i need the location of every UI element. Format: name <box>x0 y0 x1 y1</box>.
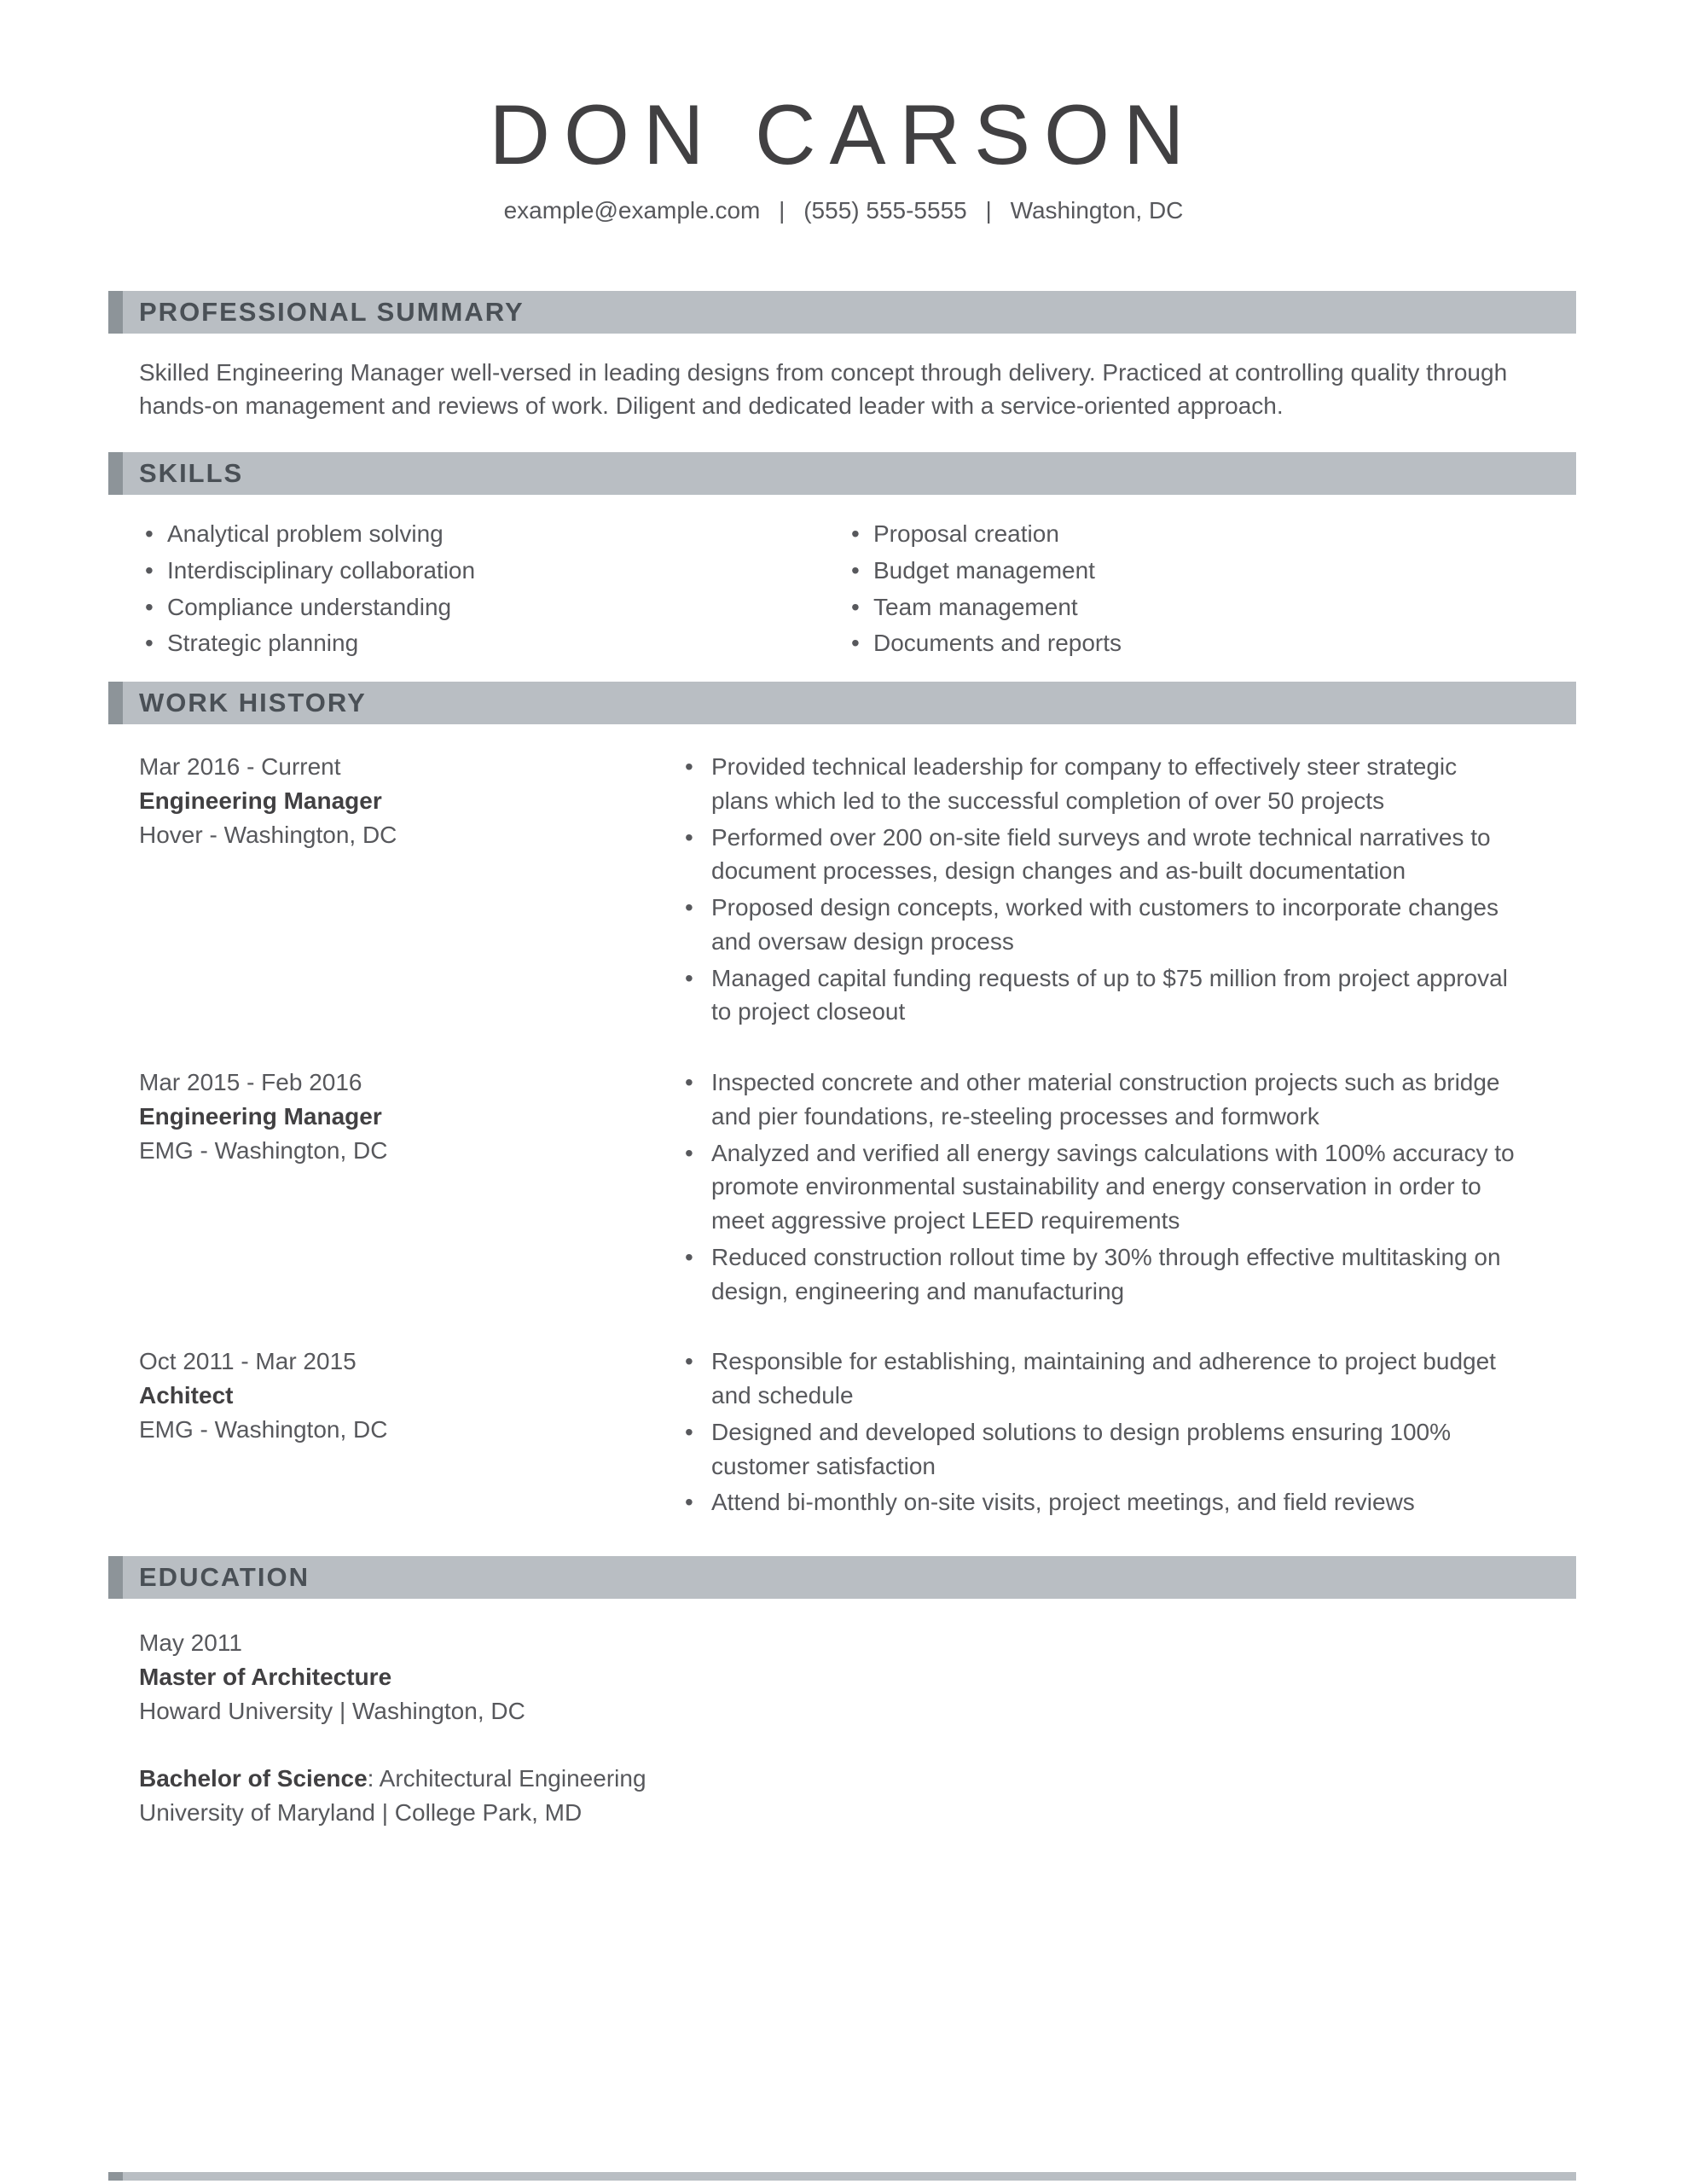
skills-column-left <box>139 517 845 663</box>
contact-location: Washington, DC <box>1010 196 1184 224</box>
job-dates: Oct 2011 - Mar 2015 <box>139 1348 357 1375</box>
section-education <box>0 1556 1687 1830</box>
job-bullet: • Responsible for establishing, maintaining and adherence to project budget and schedule <box>680 1345 1520 1413</box>
education-dates: May 2011 <box>139 1629 242 1657</box>
education-entry <box>139 1626 1533 1728</box>
job-bullet: • Performed over 200 on-site field surveys and wrote technical narratives to document processes, design changes and as-built documentation <box>680 821 1520 889</box>
section-title-work: WORK HISTORY <box>139 688 367 718</box>
section-bar-accent <box>108 1556 123 1599</box>
section-bar-accent <box>108 2172 123 2181</box>
education-school: Howard University | Washington, DC <box>139 1697 525 1724</box>
section-skills <box>0 452 1687 663</box>
job-dates: Mar 2016 - Current <box>139 753 341 781</box>
skill-item: • Analytical problem solving <box>139 517 845 551</box>
job-company: Hover - Washington, DC <box>139 821 397 848</box>
job-bullet: • Designed and developed solutions to design problems ensuring 100% customer satisfaction <box>680 1415 1520 1484</box>
section-bar-accent <box>108 452 123 495</box>
resume-header <box>0 0 1687 228</box>
job-list <box>139 750 1533 1522</box>
job-bullet-list <box>680 750 1520 1031</box>
job-bullet-list <box>680 1345 1520 1522</box>
section-work-history <box>0 682 1687 1522</box>
candidate-name: DON CARSON <box>489 87 1198 182</box>
skills-column-right <box>845 517 1122 663</box>
education-list <box>139 1626 1533 1830</box>
job-bullet: • Reduced construction rollout time by 30% through effective multitasking on design, engineering and manufacturing <box>680 1240 1520 1309</box>
skills-columns <box>139 517 1533 663</box>
section-title-skills: SKILLS <box>139 458 244 489</box>
job-bullet: • Proposed design concepts, worked with customers to incorporate changes and oversaw design process <box>680 891 1520 959</box>
job-bullet: • Managed capital funding requests of up to $75 million from project approval to project closeout <box>680 961 1520 1030</box>
education-entry <box>139 1762 1533 1830</box>
job-role: Engineering Manager <box>139 1102 382 1130</box>
skill-item: • Compliance understanding <box>139 590 845 624</box>
job-bullet-list <box>680 1066 1520 1310</box>
contact-line <box>0 194 1687 228</box>
education-school: University of Maryland | College Park, MD <box>139 1799 583 1827</box>
job-bullet: • Inspected concrete and other material construction projects such as bridge and pier foundations, re-steeling processes and formwork <box>680 1066 1520 1134</box>
section-header-bar-summary <box>108 291 1576 334</box>
section-title-summary: PROFESSIONAL SUMMARY <box>139 296 525 327</box>
education-degree-detail: : Architectural Engineering <box>367 1765 646 1792</box>
job-entry <box>139 1066 1533 1310</box>
skill-item: • Strategic planning <box>139 626 845 660</box>
skill-item: • Proposal creation <box>845 517 1122 551</box>
section-bar-accent <box>108 291 123 334</box>
skill-item: • Budget management <box>845 554 1122 588</box>
skill-item: • Documents and reports <box>845 626 1122 660</box>
section-title-education: EDUCATION <box>139 1562 310 1593</box>
summary-text: Skilled Engineering Manager well-versed in leading designs from concept through delivery. Practiced at controlling quality through hands-on management and reviews of work. Diligent and dedicated leader with a service-oriented approach. <box>139 358 1508 420</box>
job-bullet: • Provided technical leadership for company to effectively steer strategic plans which led to the successful completion of over 50 projects <box>680 750 1520 818</box>
section-header-bar-skills <box>108 452 1576 495</box>
education-degree-line <box>139 1762 1533 1796</box>
job-entry <box>139 750 1533 1031</box>
job-meta <box>139 1345 680 1522</box>
section-header-bar-education <box>108 1556 1576 1599</box>
education-degree: Bachelor of Science <box>139 1765 368 1792</box>
job-role: Engineering Manager <box>139 787 382 814</box>
job-bullet: • Analyzed and verified all energy savings calculations with 100% accuracy to promote environmental sustainability and energy conservation in order to meet aggressive project LEED requirements <box>680 1136 1520 1238</box>
job-bullet: • Attend bi-monthly on-site visits, project meetings, and field reviews <box>680 1485 1520 1519</box>
job-dates: Mar 2015 - Feb 2016 <box>139 1069 362 1096</box>
job-meta <box>139 750 680 1031</box>
skill-item: • Interdisciplinary collaboration <box>139 554 845 588</box>
job-entry <box>139 1345 1533 1522</box>
section-professional-summary <box>0 291 1687 424</box>
contact-phone: (555) 555-5555 <box>803 196 967 224</box>
contact-divider: | <box>779 196 786 224</box>
job-role: Achitect <box>139 1382 234 1409</box>
section-bar-accent <box>108 682 123 724</box>
section-header-bar-work <box>108 682 1576 724</box>
education-degree: Master of Architecture <box>139 1663 392 1690</box>
contact-email: example@example.com <box>503 196 761 224</box>
job-company: EMG - Washington, DC <box>139 1136 388 1164</box>
footer-section-bar <box>108 2172 1576 2181</box>
contact-divider: | <box>985 196 992 224</box>
job-meta <box>139 1066 680 1310</box>
skill-item: • Team management <box>845 590 1122 624</box>
job-company: EMG - Washington, DC <box>139 1415 388 1443</box>
